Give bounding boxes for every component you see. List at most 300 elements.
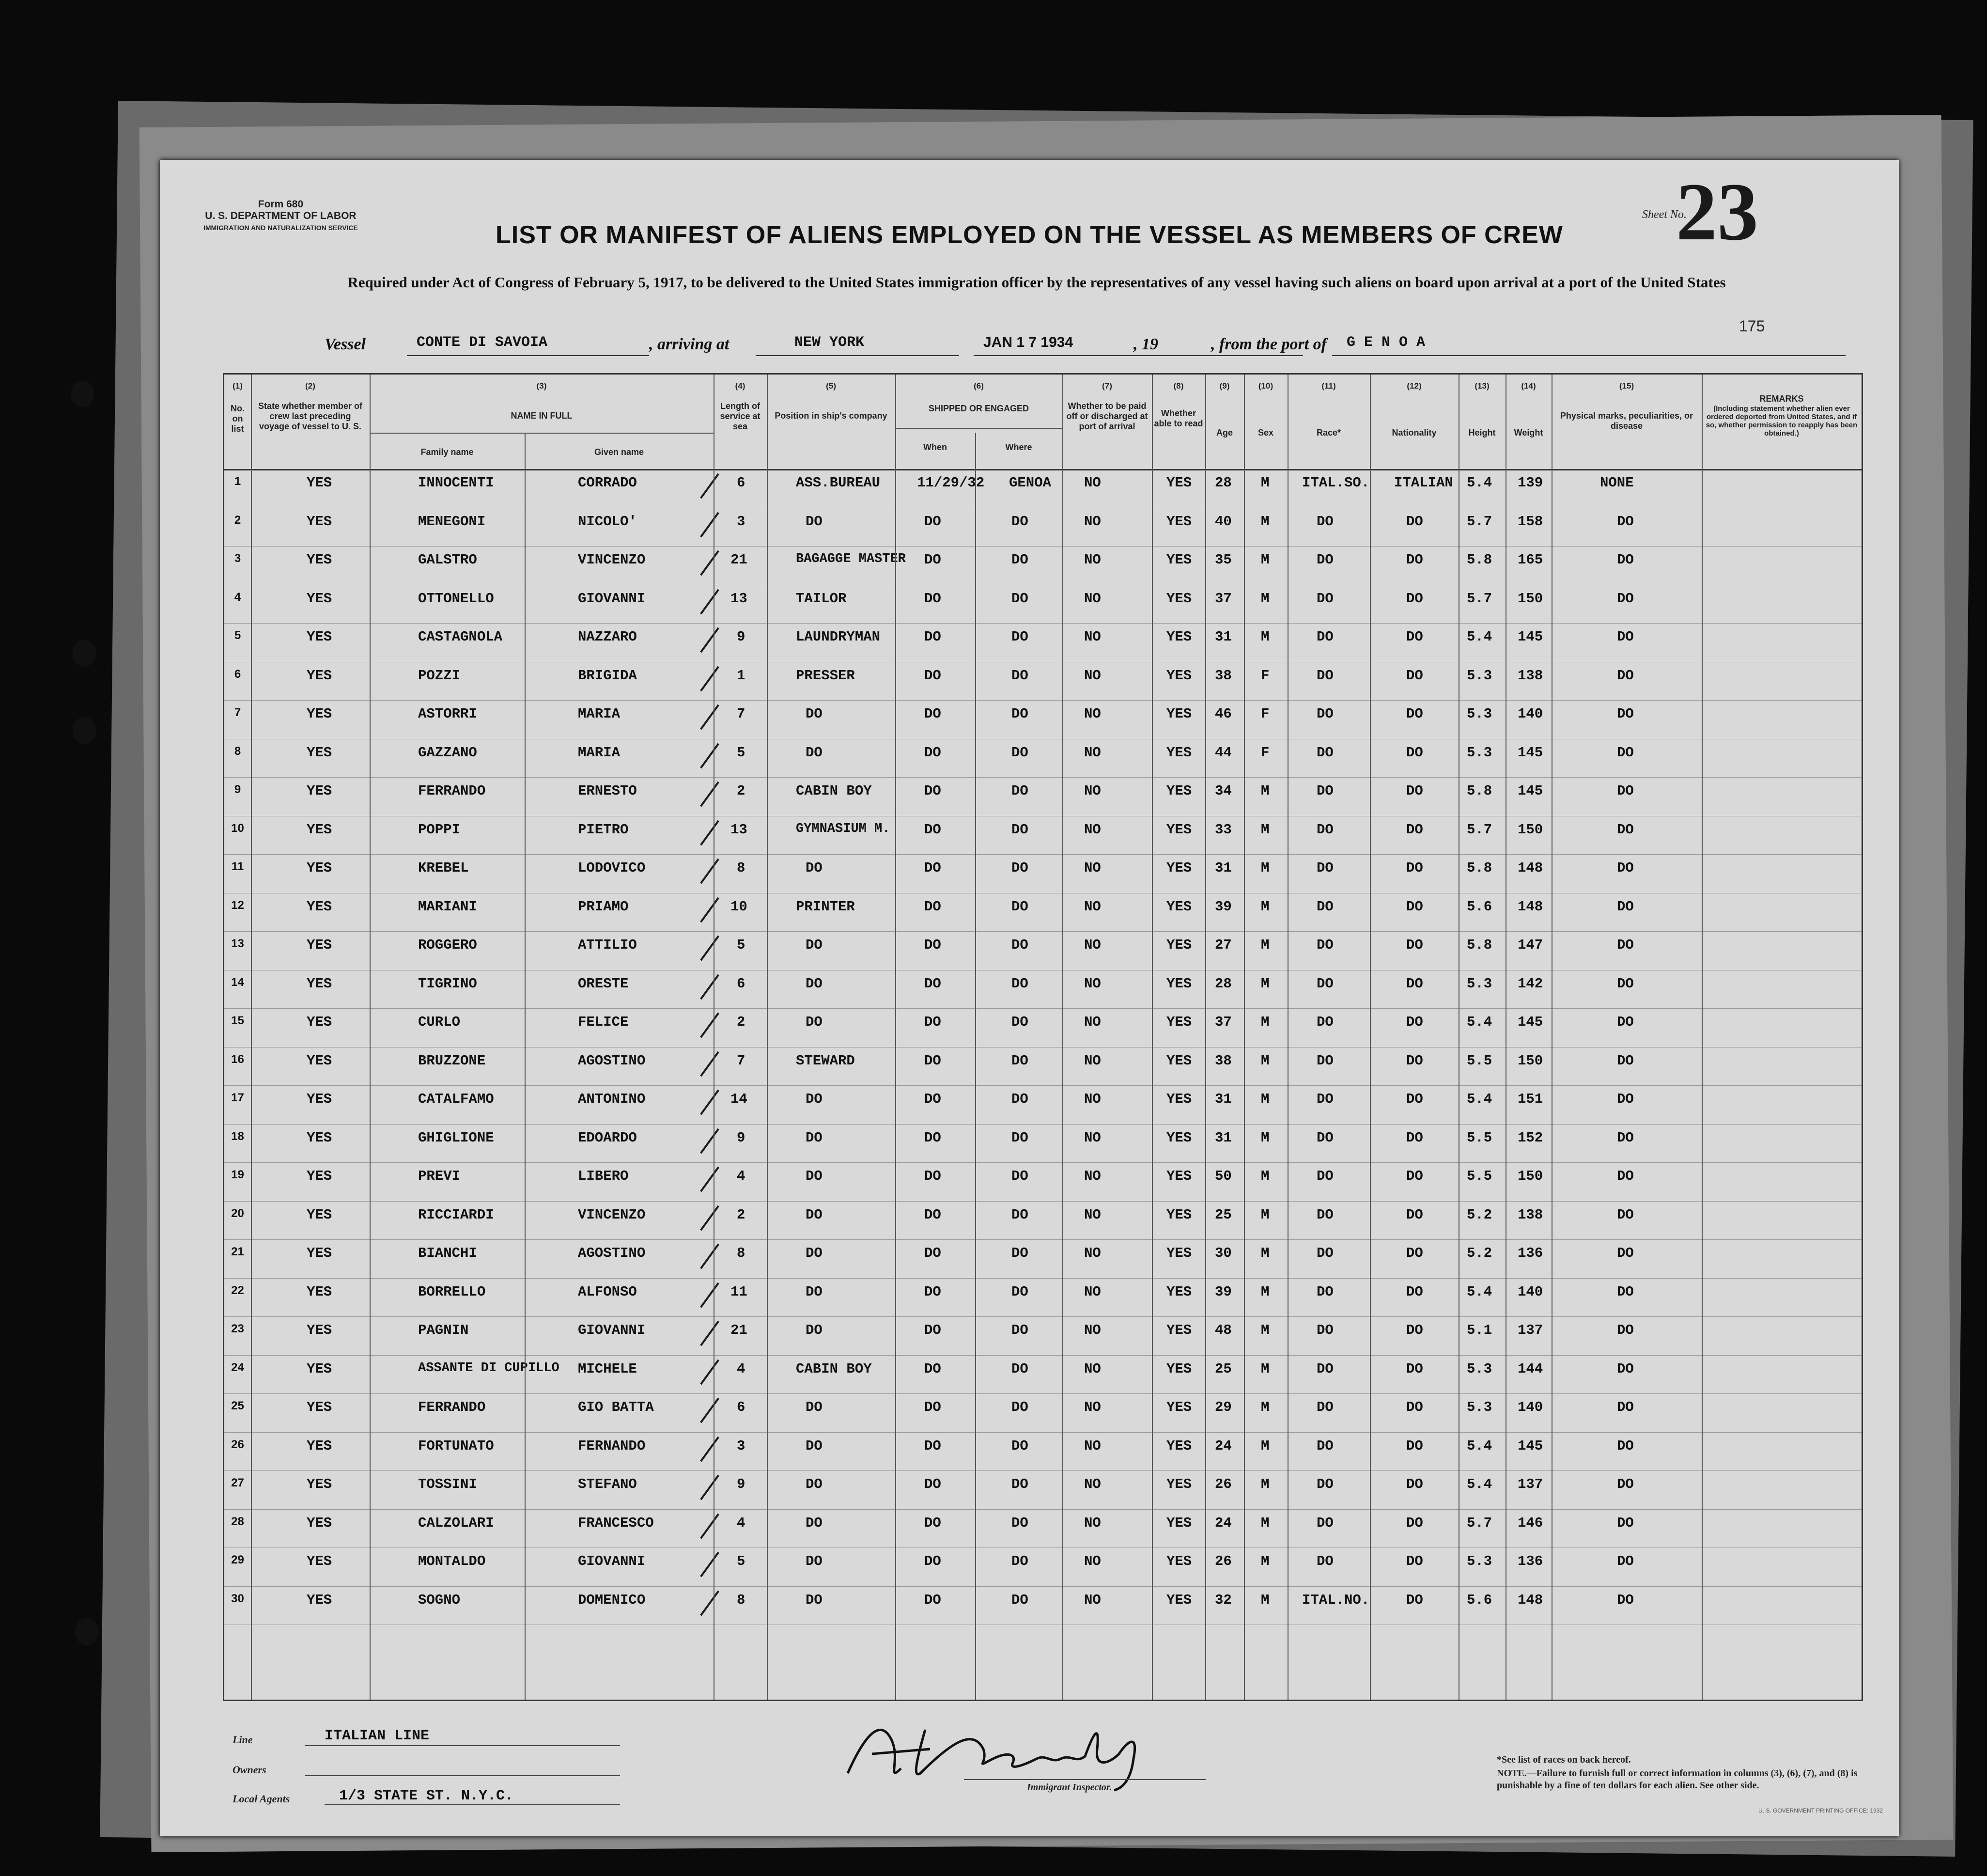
nationality: DO [1406,1592,1423,1608]
height: 5.3 [1467,706,1492,722]
shipped-when: DO [924,937,941,953]
physical-marks: DO [1617,1592,1634,1608]
nationality: DO [1406,1553,1423,1569]
given-name: ATTILIO [578,937,637,953]
height: 5.4 [1467,1476,1492,1492]
printer-imprint: U. S. GOVERNMENT PRINTING OFFICE: 1932 [1758,1807,1883,1814]
shipped-when: DO [924,1360,941,1377]
given-name: VINCENZO [578,1206,646,1223]
sex: M [1261,1360,1270,1377]
check-mark [700,897,719,922]
column-number: (4) [735,381,745,391]
given-name: NICOLO' [578,513,637,530]
paid-off: NO [1084,629,1101,645]
crew-table [223,373,1863,1701]
able-to-read: YES [1166,1168,1192,1184]
height: 5.5 [1467,1129,1492,1146]
check-mark [700,1167,719,1192]
shipped-where: DO [1011,975,1028,992]
service-length: 8 [737,1592,745,1608]
family-name: POZZI [418,667,461,684]
shipped-when: DO [924,667,941,684]
height: 5.8 [1467,937,1492,953]
year-label: , 19 [1133,335,1158,353]
height: 5.1 [1467,1322,1492,1338]
height: 5.3 [1467,975,1492,992]
service-length: 1 [737,667,745,684]
check-mark [700,1475,719,1501]
physical-marks: DO [1617,513,1634,530]
able-to-read: YES [1166,1129,1192,1146]
column-divider [1370,375,1371,1700]
sex: M [1261,1322,1270,1338]
sex: M [1261,1283,1270,1300]
shipped-where: DO [1011,1091,1028,1107]
age: 24 [1215,1515,1232,1531]
position: DO [806,1399,823,1415]
shipped-when: DO [924,975,941,992]
shipped-when: DO [924,821,941,838]
race: DO [1317,1322,1334,1338]
service-length: 8 [737,860,745,876]
nationality: DO [1406,975,1423,992]
check-mark [700,936,719,961]
column-divider [1205,375,1206,1700]
physical-marks: NONE [1600,475,1634,491]
previous-voyage: YES [307,1168,332,1184]
given-name: GIO BATTA [578,1399,654,1415]
previous-voyage: YES [307,860,332,876]
check-mark [700,1051,719,1077]
race: DO [1317,1553,1334,1569]
height: 5.7 [1467,821,1492,838]
table-row [224,893,1862,932]
able-to-read: YES [1166,1091,1192,1107]
service-length: 4 [737,1168,745,1184]
height: 5.4 [1467,475,1492,491]
given-name: VINCENZO [578,552,646,568]
nationality: DO [1406,590,1423,607]
physical-marks: DO [1617,706,1634,722]
shipped-when: DO [924,783,941,799]
shipped-when: DO [924,1129,941,1146]
age: 50 [1215,1168,1232,1184]
paid-off: NO [1084,475,1101,491]
check-mark [700,1128,719,1154]
nationality: DO [1406,1129,1423,1146]
shipped-when: DO [924,1399,941,1415]
row-number: 14 [231,975,244,989]
sex: M [1261,1476,1270,1492]
column-divider [1702,375,1703,1700]
service-length: 9 [737,629,745,645]
physical-marks: DO [1617,860,1634,876]
department-name: U. S. DEPARTMENT OF LABOR [205,210,357,221]
paid-off: NO [1084,1399,1101,1415]
nationality: DO [1406,667,1423,684]
table-row [224,1047,1862,1086]
race: ITAL.SO. [1302,475,1370,491]
physical-marks: DO [1617,1052,1634,1069]
header-no-on-list: No. on list [231,404,245,434]
family-name: GALSTRO [418,552,477,568]
race: DO [1317,860,1334,876]
previous-voyage: YES [307,1515,332,1531]
physical-marks: DO [1617,1091,1634,1107]
height: 5.7 [1467,1515,1492,1531]
family-name: CASTAGNOLA [418,629,503,645]
physical-marks: DO [1617,1245,1634,1261]
row-number: 5 [234,629,241,642]
table-row [224,1470,1862,1510]
arrival-date-stamp: JAN 1 7 1934 [983,334,1073,350]
position: STEWARD [796,1052,855,1069]
header-divider [370,433,714,434]
shipped-where: DO [1011,1515,1028,1531]
header-age: Age [1216,428,1233,438]
binder-hole [75,1618,98,1645]
service-length: 6 [737,475,745,491]
column-divider [895,375,896,1700]
weight: 158 [1518,513,1543,530]
family-name: PAGNIN [418,1322,469,1338]
sex: M [1261,552,1270,568]
weight: 151 [1518,1091,1543,1107]
service-length: 6 [737,975,745,992]
shipped-where: DO [1011,1206,1028,1223]
weight: 140 [1518,1399,1543,1415]
header-remarks: (Including statement whether alien ever ordered deported from United States, and if so, whether permission to reapply has been obtained.) [1706,405,1858,438]
nationality: DO [1406,860,1423,876]
previous-voyage: YES [307,1129,332,1146]
position: CABIN BOY [796,1360,872,1377]
given-name: LIBERO [578,1168,629,1184]
able-to-read: YES [1166,590,1192,607]
paid-off: NO [1084,513,1101,530]
shipped-when: DO [924,1283,941,1300]
nationality: DO [1406,744,1423,761]
table-row [224,1124,1862,1163]
row-number: 2 [234,513,241,527]
previous-voyage: YES [307,783,332,799]
weight: 148 [1518,860,1543,876]
given-name: BRIGIDA [578,667,637,684]
given-name: ORESTE [578,975,629,992]
given-name: PRIAMO [578,898,629,915]
shipped-where: DO [1011,1399,1028,1415]
shipped-when: DO [924,590,941,607]
weight: 136 [1518,1245,1543,1261]
column-number: (7) [1102,381,1112,391]
weight: 137 [1518,1476,1543,1492]
paid-off: NO [1084,975,1101,992]
row-number: 25 [231,1399,244,1412]
sex: F [1261,667,1270,684]
paid-off: NO [1084,1438,1101,1454]
physical-marks: DO [1617,1322,1634,1338]
given-name: AGOSTINO [578,1245,646,1261]
shipped-where: DO [1011,1592,1028,1608]
race: DO [1317,1052,1334,1069]
shipped-where: DO [1011,667,1028,684]
nationality: ITALIAN [1394,475,1453,491]
race: DO [1317,821,1334,838]
sex: M [1261,783,1270,799]
sex: M [1261,475,1270,491]
column-number: (13) [1475,381,1490,391]
race: DO [1317,667,1334,684]
given-name: GIOVANNI [578,590,646,607]
nationality: DO [1406,821,1423,838]
race: DO [1317,1476,1334,1492]
physical-marks: DO [1617,1206,1634,1223]
shipped-when: DO [924,1206,941,1223]
table-row [224,546,1862,585]
family-name: FERRANDO [418,1399,486,1415]
given-name: STEFANO [578,1476,637,1492]
position: DO [806,1206,823,1223]
shipped-where: DO [1011,552,1028,568]
weight: 147 [1518,937,1543,953]
position: PRINTER [796,898,855,915]
nationality: DO [1406,1091,1423,1107]
service-length: 2 [737,783,745,799]
header-able-to-read: Whether able to read [1154,408,1203,428]
row-number: 27 [231,1476,244,1489]
row-number: 6 [234,667,241,681]
sex: M [1261,860,1270,876]
check-mark [700,1552,719,1578]
owners-label: Owners [233,1764,266,1776]
check-mark [700,782,719,807]
header-height: Height [1468,428,1496,438]
family-name: BIANCHI [418,1245,477,1261]
nationality: DO [1406,513,1423,530]
paid-off: NO [1084,898,1101,915]
previous-voyage: YES [307,629,332,645]
nationality: DO [1406,1476,1423,1492]
service-length: 5 [737,937,745,953]
binder-hole [73,717,96,744]
table-row [224,931,1862,970]
age: 31 [1215,1091,1232,1107]
column-number: (2) [305,381,315,391]
service-length: 9 [737,1129,745,1146]
age: 37 [1215,590,1232,607]
table-row [224,970,1862,1009]
age: 32 [1215,1592,1232,1608]
family-name: POPPI [418,821,461,838]
nationality: DO [1406,552,1423,568]
age: 25 [1215,1360,1232,1377]
weight: 145 [1518,783,1543,799]
header-paid-off: Whether to be paid off or discharged at port of arrival [1066,401,1148,431]
paid-off: NO [1084,1360,1101,1377]
paid-off: NO [1084,1592,1101,1608]
table-row [224,816,1862,855]
able-to-read: YES [1166,706,1192,722]
age: 46 [1215,706,1232,722]
shipped-where: DO [1011,590,1028,607]
paid-off: NO [1084,937,1101,953]
column-divider [975,433,976,1700]
column-divider [767,375,768,1700]
race: DO [1317,898,1334,915]
shipped-where: DO [1011,1245,1028,1261]
age: 24 [1215,1438,1232,1454]
family-name: CURLO [418,1014,461,1030]
service-length: 14 [730,1091,747,1107]
service-length: 21 [730,552,747,568]
shipped-where: DO [1011,783,1028,799]
departure-port: G E N O A [1347,334,1426,351]
header-shipped-or-engaged: SHIPPED OR ENGAGED [928,404,1029,413]
able-to-read: YES [1166,1206,1192,1223]
column-number: (3) [536,381,547,391]
race: DO [1317,1129,1334,1146]
table-row [224,623,1862,662]
position: DO [806,937,823,953]
previous-voyage: YES [307,1360,332,1377]
table-row [224,1201,1862,1240]
paid-off: NO [1084,1322,1101,1338]
physical-marks: DO [1617,1399,1634,1415]
physical-marks: DO [1617,1360,1634,1377]
family-name: BRUZZONE [418,1052,486,1069]
age: 40 [1215,513,1232,530]
nationality: DO [1406,1399,1423,1415]
line-value: ITALIAN LINE [325,1728,430,1744]
paid-off: NO [1084,1476,1101,1492]
position: DO [806,1438,823,1454]
physical-marks: DO [1617,1283,1634,1300]
height: 5.8 [1467,783,1492,799]
nationality: DO [1406,1360,1423,1377]
race: DO [1317,1360,1334,1377]
able-to-read: YES [1166,1592,1192,1608]
manifest-title: LIST OR MANIFEST OF ALIENS EMPLOYED ON THE VESSEL AS MEMBERS OF CREW [496,221,1563,249]
service-length: 5 [737,1553,745,1569]
weight: 148 [1518,1592,1543,1608]
table-row [224,469,1862,508]
table-row [224,1162,1862,1202]
shipped-where: DO [1011,1052,1028,1069]
able-to-read: YES [1166,1476,1192,1492]
shipped-where: DO [1011,1283,1028,1300]
previous-voyage: YES [307,1283,332,1300]
shipped-when: DO [924,1476,941,1492]
given-name: MARIA [578,706,621,722]
age: 26 [1215,1553,1232,1569]
previous-voyage: YES [307,975,332,992]
row-number: 21 [231,1245,244,1258]
height: 5.8 [1467,860,1492,876]
shipped-where: DO [1011,860,1028,876]
shipped-where: DO [1011,706,1028,722]
check-mark [700,859,719,884]
check-mark [700,1244,719,1269]
position: DO [806,975,823,992]
column-divider [1152,375,1153,1700]
column-number: (10) [1258,381,1273,391]
position: DO [806,1515,823,1531]
table-row [224,508,1862,547]
row-number: 11 [231,860,244,873]
previous-voyage: YES [307,667,332,684]
given-name: MARIA [578,744,621,761]
position: DO [806,1168,823,1184]
weight: 140 [1518,1283,1543,1300]
shipped-when: DO [924,1515,941,1531]
nationality: DO [1406,1052,1423,1069]
sex: M [1261,1014,1270,1030]
sex: M [1261,513,1270,530]
check-mark [700,974,719,1000]
position: DO [806,744,823,761]
service-length: 13 [730,821,747,838]
age: 39 [1215,898,1232,915]
race: DO [1317,1438,1334,1454]
paid-off: NO [1084,1206,1101,1223]
position: DO [806,1476,823,1492]
position: DO [806,1322,823,1338]
race: DO [1317,590,1334,607]
check-mark [700,473,719,499]
shipped-where: DO [1011,1129,1028,1146]
physical-marks: DO [1617,1553,1634,1569]
previous-voyage: YES [307,1052,332,1069]
sex: M [1261,1553,1270,1569]
height: 5.7 [1467,513,1492,530]
paid-off: NO [1084,821,1101,838]
position: DO [806,1592,823,1608]
shipped-where: DO [1011,629,1028,645]
weight: 145 [1518,1438,1543,1454]
shipped-where: DO [1011,1168,1028,1184]
physical-marks: DO [1617,898,1634,915]
position: DO [806,706,823,722]
shipped-when: DO [924,552,941,568]
race: DO [1317,629,1334,645]
check-mark [700,512,719,537]
race: DO [1317,513,1334,530]
check-mark [700,1090,719,1115]
age: 34 [1215,783,1232,799]
paid-off: NO [1084,1168,1101,1184]
age: 39 [1215,1283,1232,1300]
race: DO [1317,975,1334,992]
nationality: DO [1406,783,1423,799]
given-name: AGOSTINO [578,1052,646,1069]
row-number: 16 [231,1052,244,1066]
service-length: 4 [737,1515,745,1531]
previous-voyage: YES [307,937,332,953]
check-mark [700,1013,719,1038]
given-name: FRANCESCO [578,1515,654,1531]
given-name: FELICE [578,1014,629,1030]
shipped-when: DO [924,1168,941,1184]
sex: M [1261,1438,1270,1454]
column-number: (1) [233,381,243,391]
sex: F [1261,706,1270,722]
family-name: MONTALDO [418,1553,486,1569]
family-name: FERRANDO [418,783,486,799]
row-number: 4 [234,590,241,604]
family-name: OTTONELLO [418,590,494,607]
physical-marks: DO [1617,552,1634,568]
table-row [224,662,1862,701]
paid-off: NO [1084,667,1101,684]
